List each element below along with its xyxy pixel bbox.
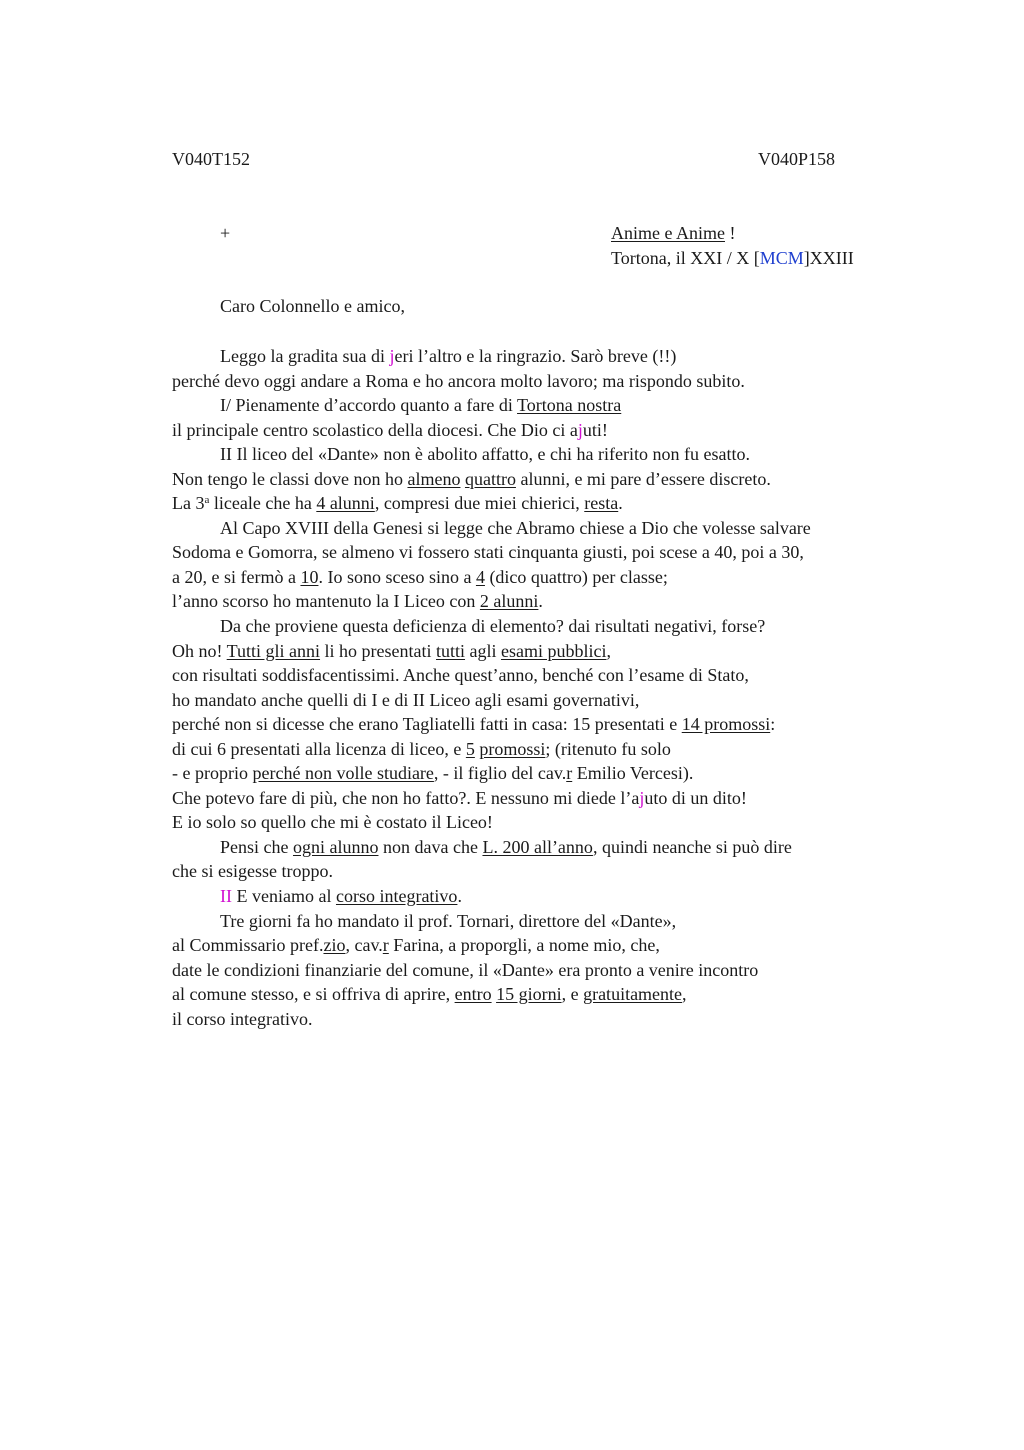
line-text: Farina, a proporgli, a nome mio, che, (388, 935, 660, 956)
underlined-text: 15 giorni (496, 984, 562, 1005)
line-text: agli (465, 640, 502, 661)
body-line (172, 344, 912, 369)
line-text: Sodoma e Gomorra, se almeno vi fossero stati cinquanta giusti, poi scese a 40, poi a 30, (172, 542, 804, 563)
editorial-mark: II (220, 886, 232, 907)
line-text: date le condizioni finanziarie del comune, il «Dante» era pronto a venire incontro (172, 959, 759, 980)
underlined-text: L. 200 all’anno (482, 836, 593, 857)
line-text: Tre giorni fa ho mandato il prof. Tornari, direttore del «Dante», (220, 910, 677, 931)
line-text: con risultati soddisfacentissimi. Anche quest’anno, benché con l’esame di Stato, (172, 665, 749, 686)
line-text: Pensi che (220, 836, 293, 857)
underlined-text: entro (454, 984, 492, 1005)
line-text: a 20, e si fermò a (172, 566, 301, 587)
body-line (172, 1007, 912, 1032)
line-text: a (204, 494, 210, 507)
body-line (172, 565, 912, 590)
line-text: , - il figlio del cav. (433, 763, 567, 784)
date-bracket-insertion: MCM (759, 247, 804, 268)
underlined-text: promossi (479, 738, 546, 759)
line-text: Che potevo fare di più, che non ho fatto?. E nessuno mi diede l’a (172, 787, 640, 808)
motto-rest: ! (724, 223, 736, 243)
line-text: al comune stesso, e si offriva di aprire, (172, 984, 455, 1005)
underlined-text: 14 promossi (681, 714, 771, 735)
line-text: , quindi neanche si può dire (592, 836, 792, 857)
underlined-text: r (566, 763, 573, 784)
editorial-mark: j (389, 346, 395, 366)
body-line (172, 418, 912, 443)
body-line (172, 909, 912, 934)
line-text: , (606, 640, 612, 661)
line-text: II Il liceo del «Dante» non è abolito affatto, e chi ha riferito non fu esatto. (220, 444, 750, 465)
cross-symbol: + (220, 223, 231, 243)
line-text: E veniamo al (232, 886, 336, 907)
editorial-mark: j (577, 419, 583, 440)
line-text: alunni, e mi pare d’essere discreto. (515, 468, 771, 489)
body-line (172, 737, 912, 762)
body-line (172, 369, 912, 394)
body-line (172, 933, 912, 958)
underlined-text: esami pubblici (501, 640, 607, 661)
body-line (172, 884, 912, 909)
line-text: Al Capo XVIII della Genesi si legge che Abramo chiese a Dio che volesse salvare (220, 517, 811, 538)
body-line (172, 516, 912, 541)
line-text: eri l’altro e la ringrazio. Sarò breve (!!) (394, 346, 677, 366)
line-text: Da che proviene questa deficienza di elemento? dai risultati negativi, forse? (220, 616, 766, 637)
body-line (172, 540, 912, 565)
line-text: non dava che (378, 836, 483, 857)
line-text: perché devo oggi andare a Roma e ho ancora molto lavoro; ma rispondo subito. (172, 370, 745, 391)
line-text: al Commissario pref. (172, 935, 324, 956)
body-line (172, 393, 912, 418)
underlined-text: resta (584, 493, 619, 514)
body-line (172, 810, 912, 835)
line-text: , compresi due miei chierici, (374, 493, 585, 514)
underlined-text: 4 (475, 566, 485, 587)
line-text: Emilio Vercesi). (572, 763, 694, 784)
underlined-text: tutti (436, 640, 466, 661)
body-line (172, 835, 912, 860)
line-text: l’anno scorso ho mantenuto la I Liceo con (172, 591, 480, 612)
body-line (172, 982, 912, 1007)
salutation: Caro Colonnello e amico, (220, 296, 405, 316)
line-text: I/ Pienamente d’accordo quanto a fare di (220, 395, 518, 416)
line-text: uti! (582, 419, 608, 440)
underlined-text: corso integrativo (335, 886, 458, 907)
line-text: La 3 (172, 493, 205, 514)
line-text: li ho presentati (320, 640, 437, 661)
line-text: : (770, 714, 776, 735)
motto (611, 221, 854, 246)
underlined-text: ogni alunno (292, 836, 379, 857)
letter-heading (611, 221, 854, 270)
body-line (172, 467, 912, 492)
underlined-text: 2 alunni (479, 591, 539, 612)
underlined-text: gratuitamente (583, 984, 683, 1005)
body-line (172, 491, 912, 516)
body-line (172, 761, 912, 786)
underlined-text: Tortona nostra (517, 395, 622, 416)
line-text: . (618, 493, 623, 514)
line-text: ho mandato anche quelli di I e di II Liceo agli esami governativi, (172, 689, 640, 710)
date-prefix: Tortona, il XXI / X [ (611, 247, 760, 268)
line-text: di cui 6 presentati alla licenza di liceo, e (172, 738, 466, 759)
underlined-text: 4 alunni (316, 493, 375, 514)
underlined-text: Tutti gli anni (226, 640, 321, 661)
underlined-text: zio (323, 935, 346, 956)
body-line (172, 639, 912, 664)
underlined-text: almeno (407, 468, 461, 489)
body-line (172, 663, 912, 688)
line-text: - e proprio (172, 763, 253, 784)
line-text: Oh no! (172, 640, 227, 661)
underlined-text: quattro (464, 468, 516, 489)
date-suffix: ]XXIII (803, 247, 854, 268)
line-text: , (682, 984, 687, 1005)
line-text: il corso integrativo. (172, 1008, 313, 1029)
line-text: (dico quattro) per classe; (484, 566, 668, 587)
line-text: . (538, 591, 543, 612)
letter-body (172, 344, 912, 1031)
body-line (172, 786, 912, 811)
line-text: ; (ritenuto fu solo (545, 738, 671, 759)
body-line (172, 614, 912, 639)
body-line (172, 442, 912, 467)
body-line (172, 589, 912, 614)
body-line (172, 712, 912, 737)
line-text: perché non si dicesse che erano Tagliatelli fatti in casa: 15 presentati e (172, 714, 682, 735)
body-line (172, 958, 912, 983)
line-text: , e (561, 984, 584, 1005)
body-line (172, 688, 912, 713)
line-text: E io solo so quello che mi è costato il Liceo! (172, 812, 493, 833)
date-line (611, 246, 854, 271)
underlined-text: 5 (465, 738, 475, 759)
archive-code-left: V040T152 (172, 149, 250, 169)
archive-code-right: V040P158 (758, 149, 836, 169)
underlined-text: 10 (300, 566, 319, 587)
line-text: Leggo la gradita sua di (220, 346, 390, 366)
underlined-text: perché non volle studiare (252, 763, 434, 784)
line-text: , cav. (345, 935, 383, 956)
line-text: . Io sono sceso sino a (318, 566, 476, 587)
motto-underlined: Anime e Anime (611, 223, 725, 243)
line-text: liceale che ha (209, 493, 317, 514)
editorial-mark: j (639, 787, 645, 808)
line-text: che si esigesse troppo. (172, 861, 333, 882)
line-text: . (457, 886, 462, 907)
underlined-text: r (382, 935, 389, 956)
line-text: Non tengo le classi dove non ho (172, 468, 408, 489)
line-text: il principale centro scolastico della diocesi. Che Dio ci a (172, 419, 578, 440)
body-line (172, 859, 912, 884)
line-text: uto di un dito! (644, 787, 747, 808)
